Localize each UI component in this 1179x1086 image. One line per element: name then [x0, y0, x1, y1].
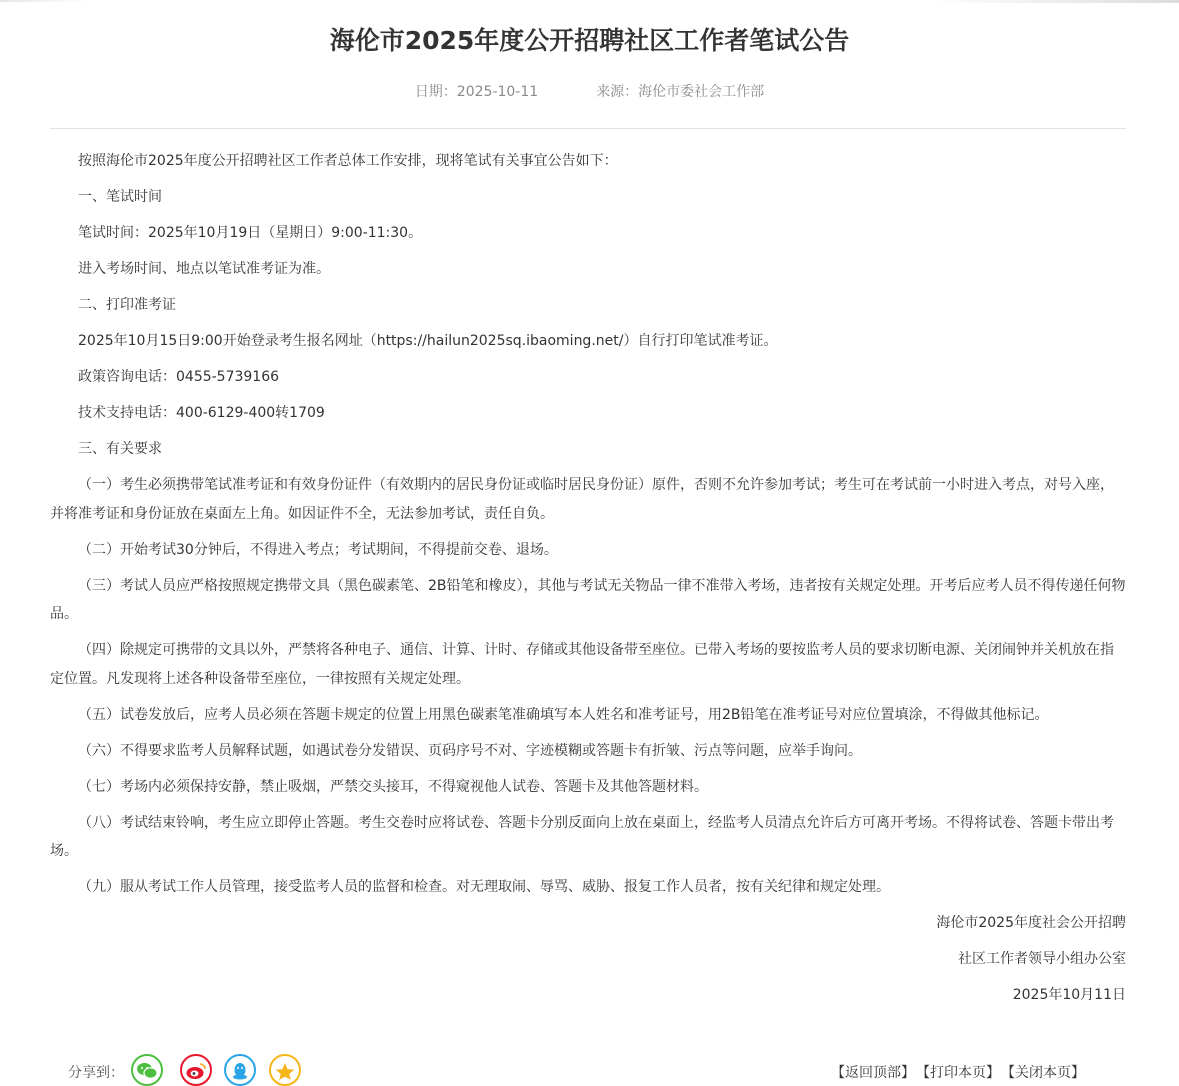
article-source: 来源：海伦市委社会工作部	[596, 84, 765, 100]
wechat-icon[interactable]	[131, 1054, 163, 1086]
page-actions	[823, 1062, 1085, 1082]
section-heading: 二、打印准考证	[78, 297, 176, 313]
intro-paragraph: 按照海伦市2025年度公开招聘社区工作者总体工作安排，现将笔试有关事宜公告如下：	[78, 153, 618, 169]
qq-icon[interactable]	[224, 1054, 256, 1086]
section-heading: 三、有关要求	[78, 441, 162, 457]
article-body	[50, 147, 1126, 1017]
requirement-item: （六）不得要求监考人员解释试题，如遇试卷分发错误、页码序号不对、字迹模糊或答题卡有折皱、污点等问题，应举手询问。	[78, 742, 862, 759]
body-paragraph: 笔试时间：2025年10月19日（星期日）9:00-11:30。	[78, 225, 423, 241]
requirement-item: （七）考场内必须保持安静，禁止吸烟，严禁交头接耳，不得窥视他人试卷、答题卡及其他答题材料。	[78, 778, 708, 795]
requirement-item: （三）考试人员应严格按照规定携带文具（黑色碳素笔、2B铅笔和橡皮），其他与考试无关物品一律不准带入考场，违者按有关规定处理。开考后应考人员不得传递任何物品。	[50, 577, 1126, 622]
article-meta	[0, 80, 1179, 104]
requirement-item: （二）开始考试30分钟后，不得进入考点；考试期间，不得提前交卷、退场。	[78, 541, 558, 558]
signature-date: 2025年10月11日	[1012, 987, 1126, 1003]
requirement-item: （八）考试结束铃响，考生应立即停止答题。考生交卷时应将试卷、答题卡分别反面向上放在桌面上，经监考人员清点允许后方可离开考场。不得将试卷、答题卡带出考场。	[50, 814, 1114, 859]
page-title: 海伦市2025年度公开招聘社区工作者笔试公告	[329, 26, 850, 55]
signature-line: 社区工作者领导小组办公室	[958, 951, 1126, 967]
body-paragraph: 政策咨询电话：0455-5739166	[78, 369, 280, 385]
top-right-shadow	[929, 0, 1179, 3]
weibo-icon[interactable]	[180, 1054, 212, 1086]
top-left-shadow	[0, 0, 90, 2]
requirement-item: （四）除规定可携带的文具以外，严禁将各种电子、通信、计算、计时、存储或其他设备带至座位。已带入考场的要按监考人员的要求切断电源、关闭闹钟并关机放在指定位置。凡发现将上述各种设备带至座位，一律按照有关规定处理。	[50, 642, 1114, 687]
body-paragraph: 进入考场时间、地点以笔试准考证为准。	[78, 261, 330, 277]
section-heading: 一、笔试时间	[78, 189, 162, 205]
body-paragraph: 2025年10月15日9:00开始登录考生报名网址（https://hailun2025sq.ibaoming.net/）自行打印笔试准考证。	[78, 333, 778, 349]
signature-line: 海伦市2025年度社会公开招聘	[936, 915, 1126, 931]
qzone-icon[interactable]	[269, 1054, 301, 1086]
requirement-item: （九）服从考试工作人员管理，接受监考人员的监督和检查。对无理取闹、辱骂、威胁、报复工作人员者，按有关纪律和规定处理。	[78, 879, 890, 895]
print-page-link[interactable]: 【打印本页】	[923, 1065, 1000, 1081]
body-paragraph: 技术支持电话：400-6129-400转1709	[78, 405, 325, 421]
share-label: 分享到：	[68, 1065, 124, 1081]
back-to-top-link[interactable]: 【返回顶部】	[831, 1065, 915, 1081]
footer-bar	[0, 1052, 1179, 1082]
requirement-item: （一）考生必须携带笔试准考证和有效身份证件（有效期内的居民身份证或临时居民身份证）原件，否则不允许参加考试；考生可在考试前一小时进入考点，对号入座，并将准考证和身份证放在桌面左上角。如因证件不全，无法参加考试，责任自负。	[50, 477, 1114, 522]
title-divider	[50, 128, 1126, 129]
close-page-link[interactable]: 【关闭本页】	[1008, 1065, 1085, 1081]
requirement-item: （五）试卷发放后，应考人员必须在答题卡规定的位置上用黑色碳素笔准确填写本人姓名和准考证号，用2B铅笔在准考证号对应位置填涂，不得做其他标记。	[78, 706, 1049, 723]
article-date: 日期：2025-10-11	[414, 84, 539, 100]
